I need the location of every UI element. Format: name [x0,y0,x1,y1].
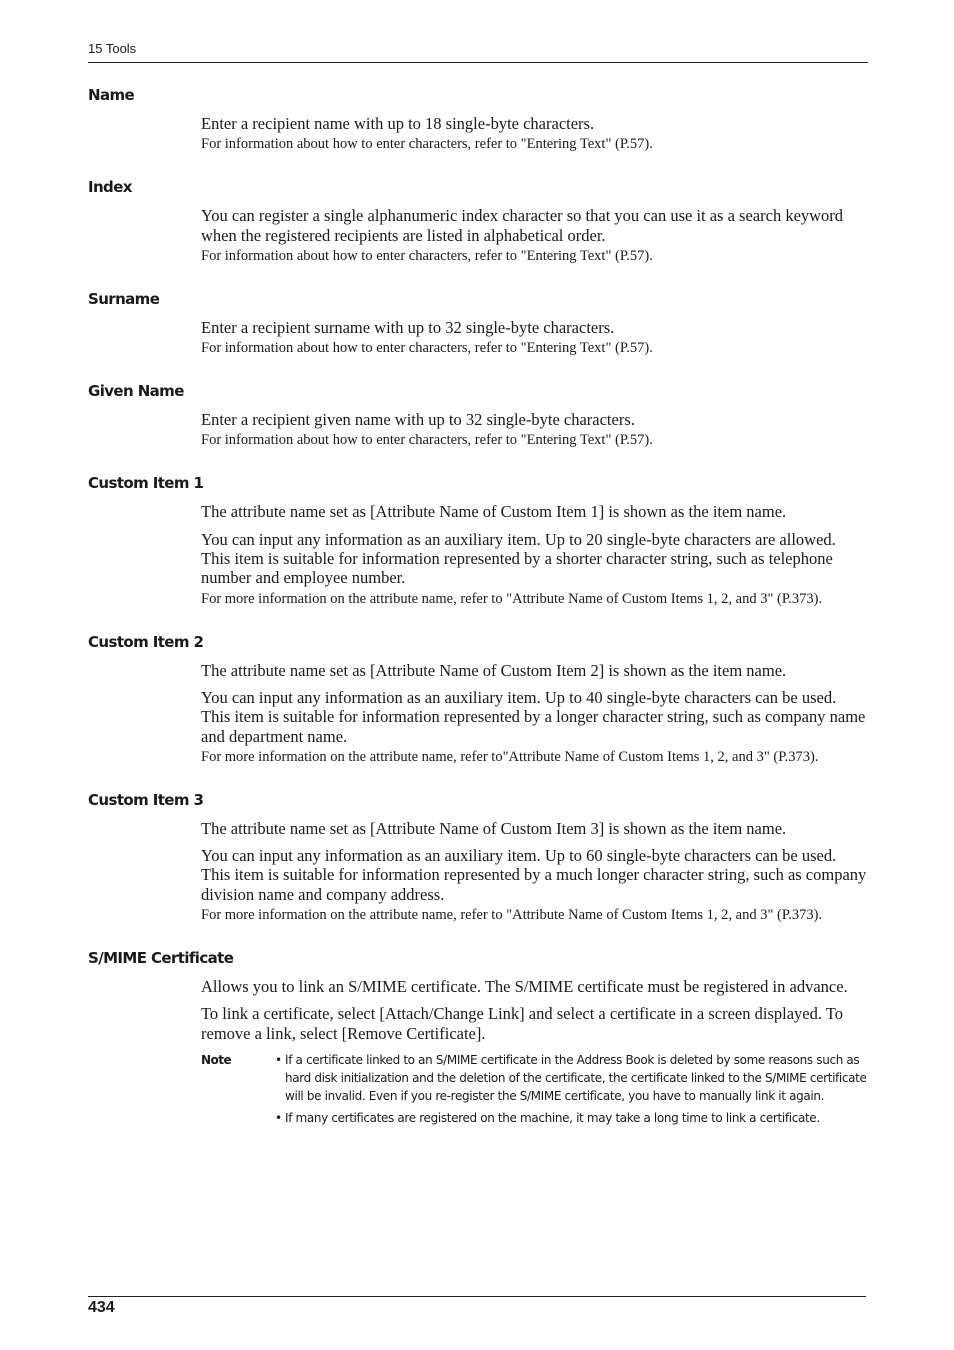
cross-reference: For information about how to enter characters, refer to "Entering Text" (P.57). [201,432,653,449]
note-text: If a certificate linked to an S/MIME certificate in the Address Book is deleted by some reasons such as hard disk initialization and the deletion of the certificate, the certificate linked to the S/MIME certificate will be invalid. Even if you re-register the S/MIME certificate, you have to manually link it again. [285,1052,867,1103]
section-paragraph: The attribute name set as [Attribute Name of Custom Item 1] is shown as the item name. [201,502,787,522]
section-index [88,176,868,288]
footer-rule [88,1296,866,1297]
section-heading: Custom Item 1 [88,474,204,493]
section-paragraph: You can register a single alphanumeric index character so that you can use it as a search keyword when the registered recipients are listed in alphabetical order. [201,206,844,245]
cross-reference: For information about how to enter characters, refer to "Entering Text" (P.57). [201,340,653,357]
section-heading: Index [88,178,132,197]
section-paragraph: Allows you to link an S/MIME certificate. The S/MIME certificate must be registered in advance. [201,977,848,997]
section-paragraph: To link a certificate, select [Attach/Change Link] and select a certificate in a screen displayed. To remove a link, select [Remove Certificate]. [201,1004,843,1043]
header-rule [88,62,868,63]
section-paragraph: You can input any information as an auxiliary item. Up to 40 single-byte characters can be used. This item is suitable for information represented by a longer character string, such as company name and department name. [201,687,866,746]
section-surname [88,288,868,380]
note-label: Note [201,1052,232,1067]
section-name [88,84,868,176]
page-number: 434 [88,1299,115,1316]
section-heading: Custom Item 3 [88,790,204,809]
bullet-icon: • [275,1110,282,1125]
bullet-icon: • [275,1052,282,1067]
section-heading: S/MIME Certificate [88,949,234,968]
section-custom-item-1 [88,472,868,630]
section-given-name [88,380,868,472]
cross-reference: For information about how to enter characters, refer to "Entering Text" (P.57). [201,136,653,153]
section-custom-item-3 [88,789,868,947]
note-item [275,1051,868,1105]
note-item [275,1109,868,1127]
chapter-label: 15 Tools [88,41,137,56]
note-block [201,1051,868,1131]
section-paragraph: Enter a recipient name with up to 18 single-byte characters. [201,114,595,133]
cross-reference: For more information on the attribute name, refer to "Attribute Name of Custom Items 1, 2, and 3" (P.373). [201,590,823,607]
section-paragraph: Enter a recipient given name with up to 32 single-byte characters. [201,410,635,430]
section-paragraph: You can input any information as an auxiliary item. Up to 20 single-byte characters are allowed. This item is suitable for information represented by a shorter character string, such as telephone number and employee number. [201,529,836,588]
page-content [88,84,868,1131]
cross-reference: For more information on the attribute name, refer to "Attribute Name of Custom Items 1, 2, and 3" (P.373). [201,907,823,924]
section-paragraph: The attribute name set as [Attribute Name of Custom Item 3] is shown as the item name. [201,818,787,838]
section-heading: Surname [88,289,160,308]
section-paragraph: Enter a recipient surname with up to 32 single-byte characters. [201,317,615,337]
cross-reference: For information about how to enter characters, refer to "Entering Text" (P.57). [201,247,653,264]
cross-reference: For more information on the attribute name, refer to"Attribute Name of Custom Items 1, 2, and 3" (P.373). [201,748,819,765]
note-text: If many certificates are registered on the machine, it may take a long time to link a certificate. [285,1110,820,1125]
section-custom-item-2 [88,631,868,789]
section-heading: Custom Item 2 [88,632,204,651]
section-smime-certificate [88,947,868,1131]
section-paragraph: The attribute name set as [Attribute Name of Custom Item 2] is shown as the item name. [201,660,787,680]
section-paragraph: You can input any information as an auxiliary item. Up to 60 single-byte characters can be used. This item is suitable for information represented by a much longer character string, such as company division name and company address. [201,846,867,904]
section-heading: Given Name [88,382,184,401]
section-heading: Name [88,86,135,104]
